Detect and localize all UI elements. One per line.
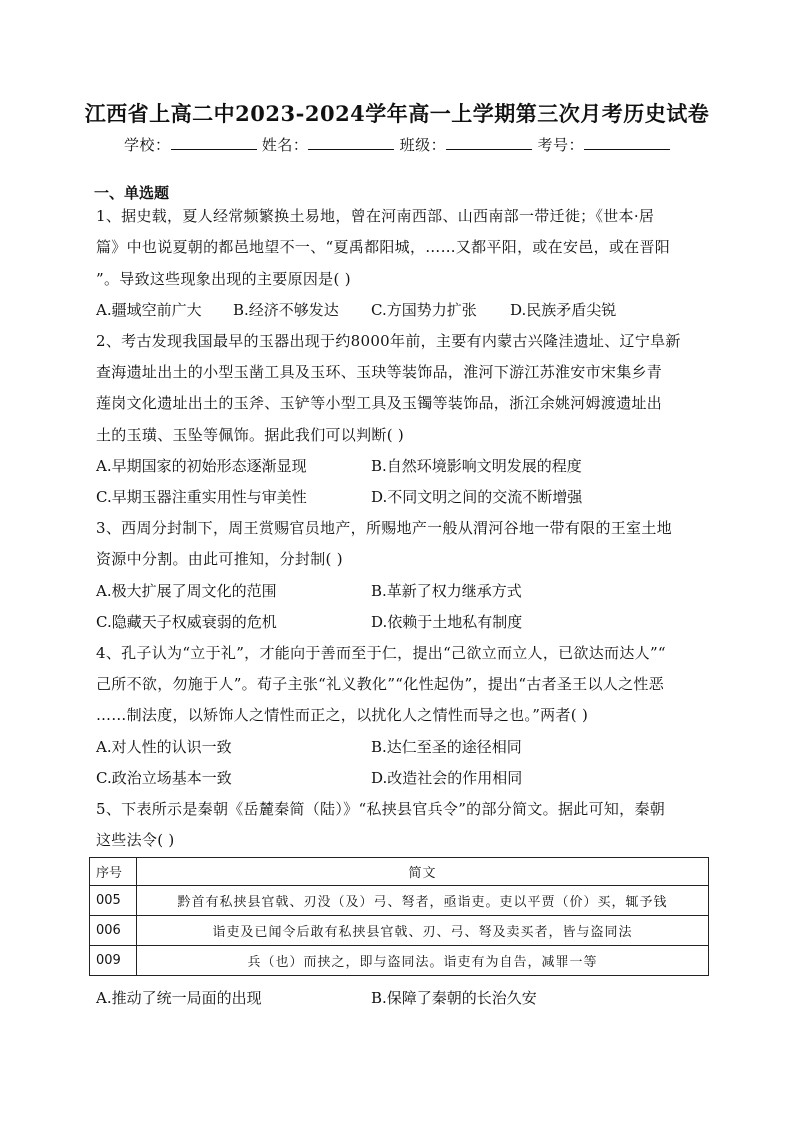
question-5-line-2: 这些法令( ) [96, 831, 175, 849]
question-3-line-1: 3、西周分封制下，周王赏赐官员地产，所赐地产一般从渭河谷地一带有限的王室土地 [96, 519, 672, 537]
table-row [90, 916, 709, 946]
row-number: 006 [90, 916, 137, 946]
question-3-line-2: 资源中分割。由此可推知，分封制( ) [96, 550, 343, 568]
name-label: 姓名： [261, 136, 309, 154]
row-text: 黔首有私挟县官戟、刃没（及）弓、弩者，亟诣吏。吏以平贾（价）买，辄予钱 [137, 886, 709, 916]
page-title: 江西省上高二中2023-2024学年高一上学期第三次月考历史试卷 [84, 101, 710, 126]
question-1-line-3: ”。导致这些现象出现的主要原因是( ) [96, 270, 351, 288]
question-4-line-1: 4、孔子认为“立于礼”，才能向于善而至于仁，提出“己欲立而立人，已欲达而达人”“ [96, 644, 666, 662]
section-heading: 一、单选题 [94, 184, 170, 202]
question-2-line-3: 莲岗文化遗址出土的玉斧、玉铲等小型工具及玉镯等装饰品，浙江余姚河姆渡遗址出 [96, 394, 663, 412]
q2-option-b[interactable]: B.自然环境影响文明发展的程度 [371, 457, 582, 475]
q4-option-a[interactable]: A.对人性的认识一致 [96, 738, 232, 756]
class-label: 班级： [399, 136, 447, 154]
question-1-line-1: 1、据史载，夏人经常频繁换土易地，曾在河南西部、山西南部一带迁徙；《世本·居 [96, 207, 655, 225]
question-1-line-2: 篇》中也说夏朝的都邑地望不一、“夏禹都阳城，……又都平阳，或在安邑，或在晋阳 [96, 238, 671, 256]
q5-option-b[interactable]: B.保障了秦朝的长治久安 [371, 989, 537, 1007]
q3-option-c[interactable]: C.隐藏天子权威衰弱的危机 [96, 613, 277, 631]
q1-option-b[interactable]: B.经济不够发达 [233, 301, 339, 319]
q4-option-c[interactable]: C.政治立场基本一致 [96, 769, 232, 787]
question-4-line-2: 己所不欲，勿施于人”。荀子主张“礼义教化”“化性起伪”，提出“古者圣王以人之性恶 [96, 675, 665, 693]
table-row [90, 886, 709, 916]
exam-no-label: 考号： [537, 136, 584, 154]
question-2-line-1: 2、考古发现我国最早的玉器出现于约8000年前，主要有内蒙古兴隆洼遗址、辽宁阜新 [96, 332, 681, 350]
q2-option-c[interactable]: C.早期玉器注重实用性与审美性 [96, 488, 307, 506]
bamboo-slips-table [89, 857, 709, 976]
header-number: 序号 [90, 858, 137, 886]
q4-option-b[interactable]: B.达仁至圣的途径相同 [371, 738, 522, 756]
question-2-line-4: 土的玉璜、玉坠等佩饰。据此我们可以判断( ) [96, 426, 405, 444]
q2-option-a[interactable]: A.早期国家的初始形态逐渐显现 [96, 457, 307, 475]
class-blank[interactable] [446, 135, 532, 150]
q3-option-b[interactable]: B.革新了权力继承方式 [371, 582, 522, 600]
header-text: 简文 [137, 858, 709, 886]
table-row [90, 946, 709, 976]
school-label: 学校： [124, 136, 171, 154]
q3-option-d[interactable]: D.依赖于土地私有制度 [371, 613, 523, 631]
question-2-line-2: 查海遗址出土的小型玉凿工具及玉环、玉玦等装饰品，淮河下游江苏淮安市宋集乡青 [96, 363, 663, 381]
exam-no-blank[interactable] [584, 135, 670, 150]
q4-option-d[interactable]: D.改造社会的作用相同 [371, 769, 523, 787]
student-info-row [0, 134, 794, 155]
row-number: 009 [90, 946, 137, 976]
q1-option-a[interactable]: A.疆域空前广大 [96, 301, 202, 319]
row-number: 005 [90, 886, 137, 916]
row-text: 诣吏及已闻令后敢有私挟县官戟、刃、弓、弩及卖买者，皆与盗同法 [137, 916, 709, 946]
row-text: 兵（也）而挟之，即与盗同法。诣吏有为自告，减罪一等 [137, 946, 709, 976]
q3-option-a[interactable]: A.极大扩展了周文化的范围 [96, 582, 277, 600]
q1-option-c[interactable]: C.方国势力扩张 [371, 301, 477, 319]
name-blank[interactable] [308, 135, 394, 150]
table-header-row [90, 858, 709, 886]
school-blank[interactable] [171, 135, 257, 150]
question-4-line-3: ……制法度，以矫饰人之情性而正之，以扰化人之情性而导之也。”两者( ) [96, 706, 589, 724]
q1-option-d[interactable]: D.民族矛盾尖锐 [510, 301, 617, 319]
q2-option-d[interactable]: D.不同文明之间的交流不断增强 [371, 488, 583, 506]
q5-option-a[interactable]: A.推动了统一局面的出现 [96, 989, 262, 1007]
question-5-line-1: 5、下表所示是秦朝《岳麓秦简（陆）》“私挟县官兵令”的部分简文。据此可知，秦朝 [96, 800, 666, 818]
